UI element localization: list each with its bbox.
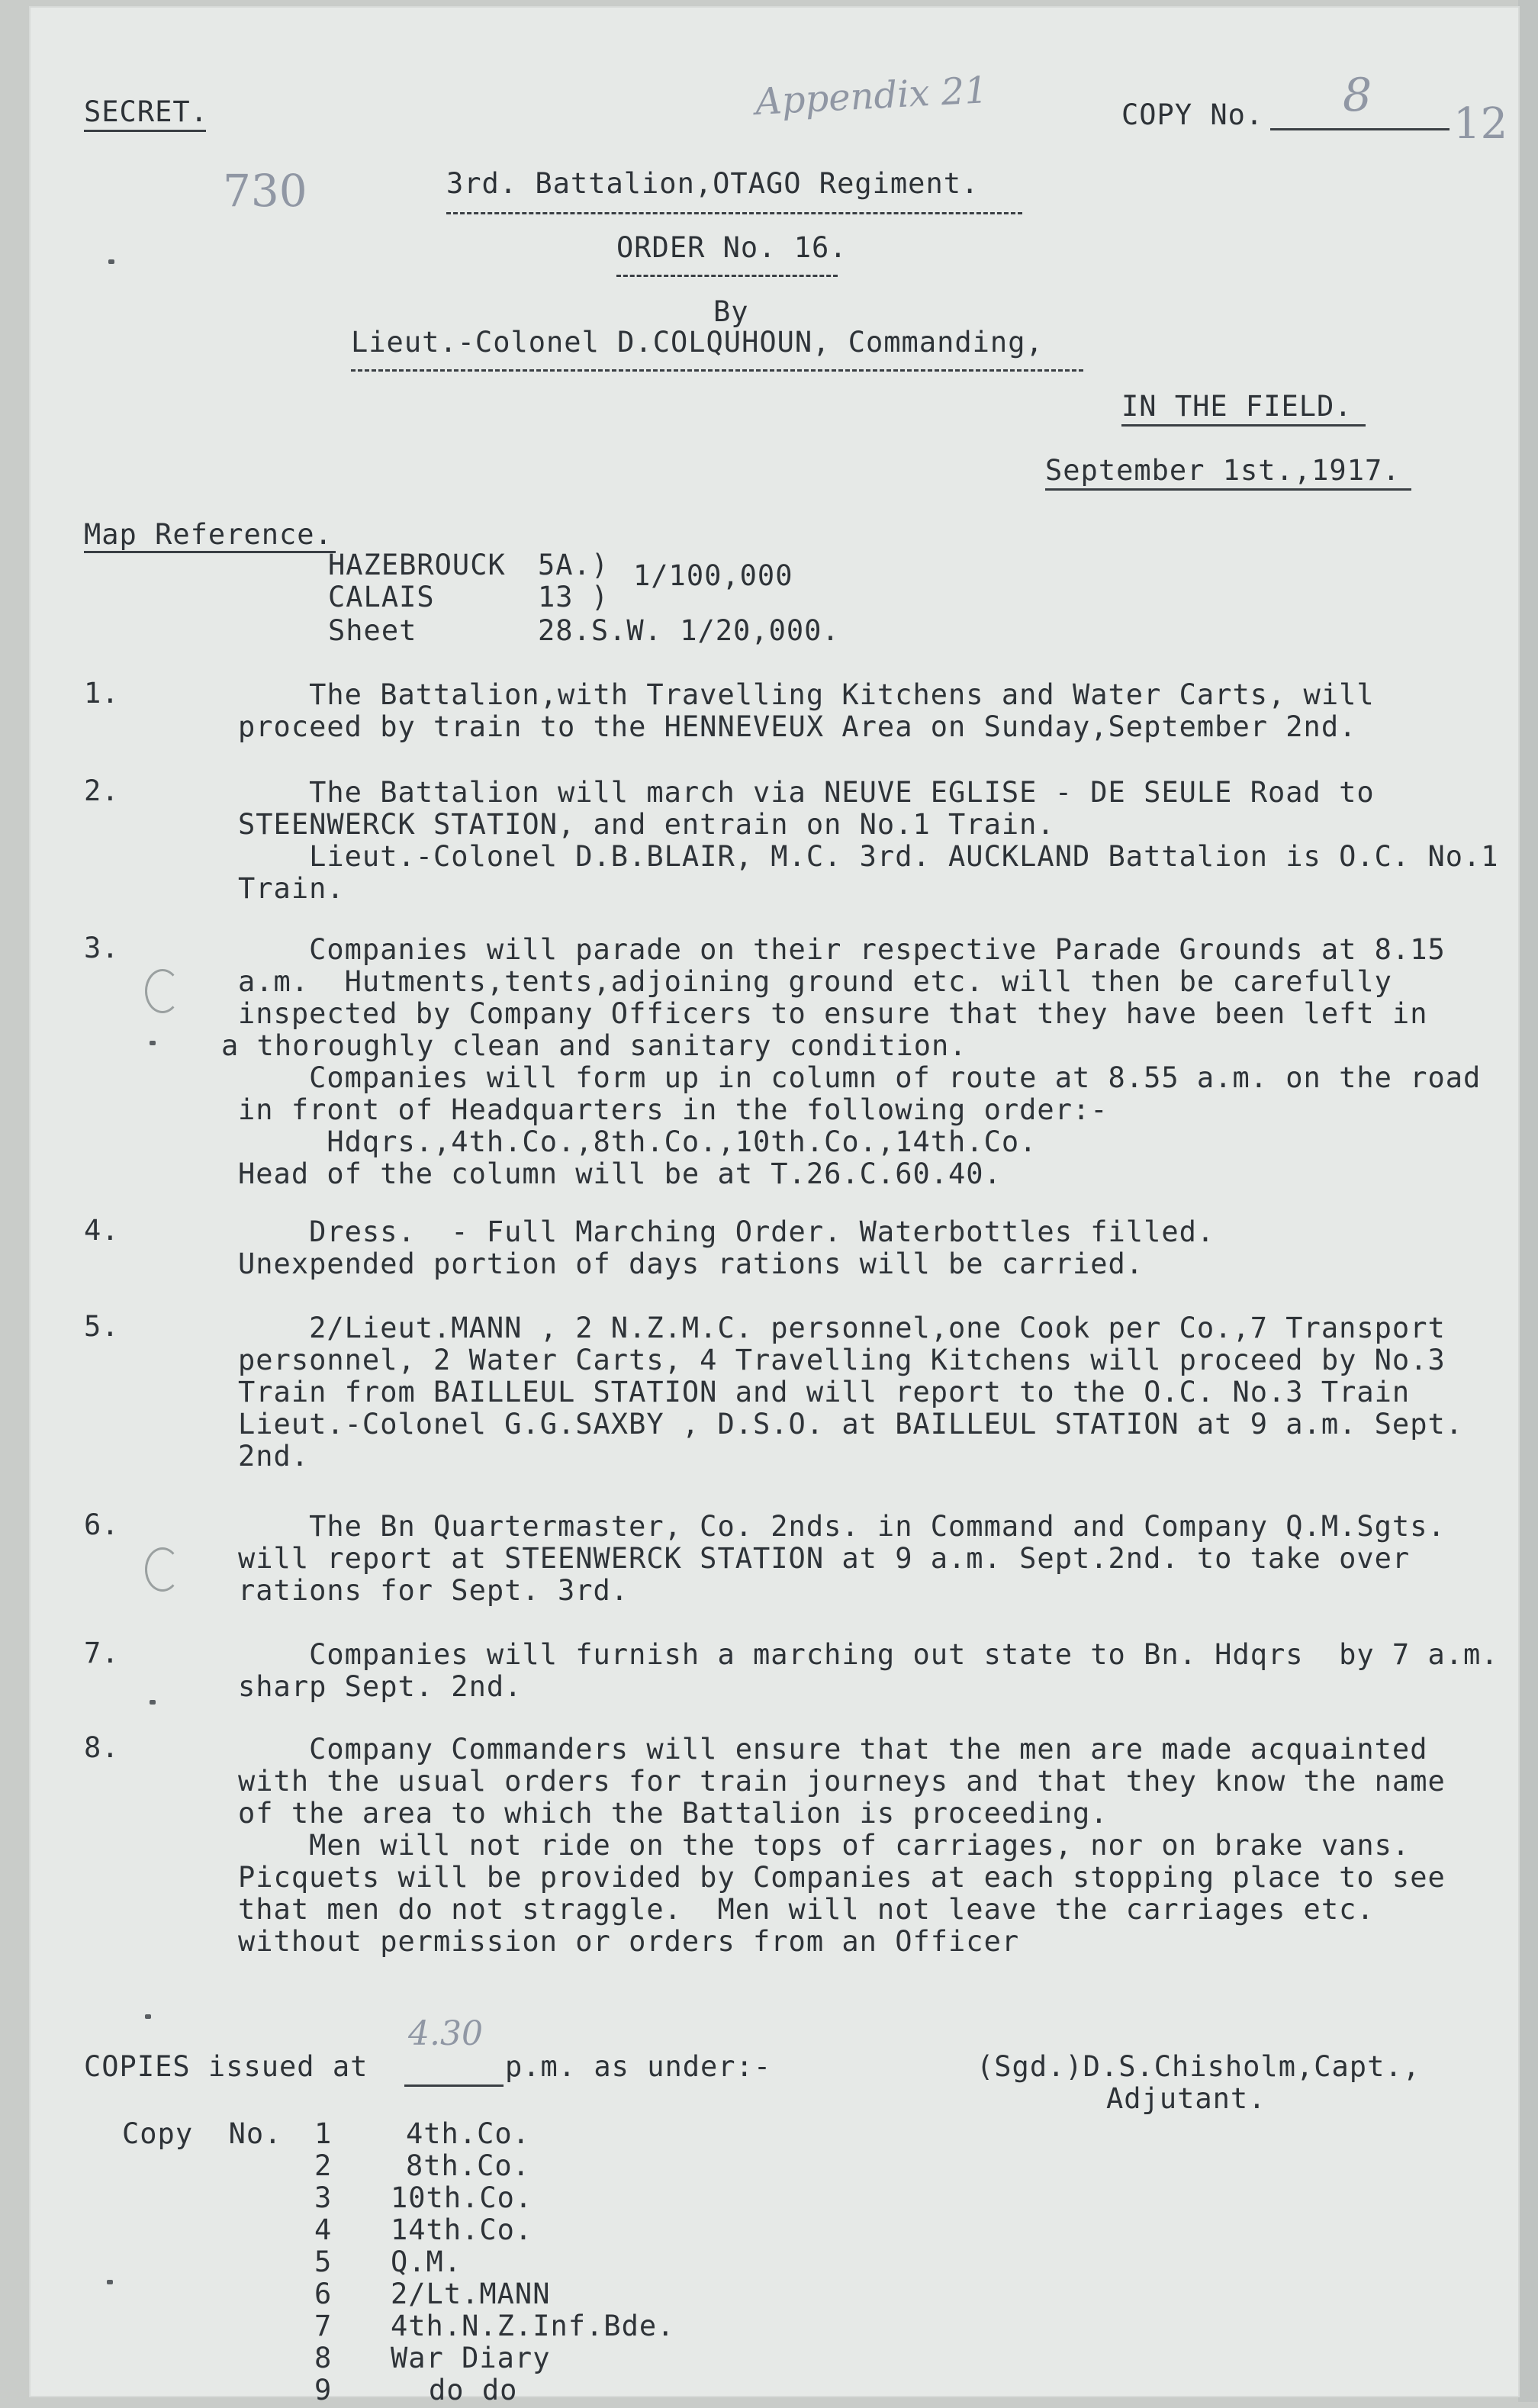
paragraph-line: Company Commanders will ensure that the men are made acquainted: [238, 1733, 1428, 1766]
unit-title-rule: [446, 212, 1022, 214]
list-item: 6 2/Lt.MANN: [314, 2278, 551, 2310]
paragraph-line: Companies will parade on their respective Parade Grounds at 8.15: [238, 933, 1446, 966]
map-line-name: CALAIS: [328, 581, 435, 613]
paragraph-line: sharp Sept. 2nd.: [238, 1670, 523, 1703]
paragraph-number: 3.: [84, 932, 120, 964]
appendix-handwritten-note: Appendix 21: [754, 69, 989, 124]
paragraph-number: 5.: [84, 1310, 120, 1343]
ink-speck: [107, 2280, 113, 2284]
date-underline: [1045, 488, 1411, 491]
file-number-handwritten: 730: [223, 165, 307, 217]
order-title: ORDER No. 16.: [616, 231, 848, 264]
ink-speck: [150, 1700, 156, 1705]
paragraph-line: a thoroughly clean and sanitary condition.: [221, 1029, 967, 1062]
paragraph-line: Train.: [238, 872, 345, 905]
paragraph-line: 2/Lieut.MANN , 2 N.Z.M.C. personnel,one Cook per Co.,7 Transport: [238, 1312, 1446, 1344]
paragraph-line: with the usual orders for train journeys and that they know the name: [238, 1765, 1446, 1798]
paragraph-line: without permission or orders from an Officer: [238, 1925, 1020, 1958]
paragraph-line: Hdqrs.,4th.Co.,8th.Co.,10th.Co.,14th.Co.: [238, 1125, 1038, 1158]
paragraph-line: Lieut.-Colonel G.G.SAXBY , D.S.O. at BAILLEUL STATION at 9 a.m. Sept.: [238, 1408, 1464, 1441]
paragraph-5-body: [238, 1314, 1535, 1474]
paragraph-7-body: [238, 1640, 1535, 1705]
ink-speck: [108, 259, 114, 264]
list-item: 1 4th.Co.: [314, 2117, 530, 2150]
order-title-rule: [616, 275, 838, 277]
paragraph-line: The Battalion,with Travelling Kitchens and Water Carts, will: [238, 678, 1375, 711]
by-label: By: [713, 295, 749, 328]
paragraph-number: 8.: [84, 1731, 120, 1764]
paragraph-number: 4.: [84, 1214, 120, 1247]
list-item: 8 War Diary: [314, 2342, 551, 2374]
paragraph-line: Lieut.-Colonel D.B.BLAIR, M.C. 3rd. AUCKLAND Battalion is O.C. No.1: [238, 840, 1499, 873]
map-reference-underline: [84, 551, 336, 553]
paragraph-line: The Bn Quartermaster, Co. 2nds. in Command and Company Q.M.Sgts.: [238, 1510, 1446, 1543]
paragraph-line: Companies will furnish a marching out state to Bn. Hdqrs by 7 a.m.: [238, 1638, 1499, 1671]
paragraph-number: 7.: [84, 1637, 120, 1669]
punch-hole-mark: [145, 1547, 180, 1592]
location-label: IN THE FIELD.: [1121, 390, 1353, 423]
classification-label: SECRET.: [84, 95, 208, 128]
paragraph-line: Dress. - Full Marching Order. Waterbottles filled.: [238, 1215, 1215, 1248]
paragraph-line: Men will not ride on the tops of carriages, nor on brake vans.: [238, 1829, 1411, 1862]
paragraph-number: 2.: [84, 774, 120, 807]
ink-speck: [150, 1041, 156, 1045]
paragraph-line: Train from BAILLEUL STATION and will report to the O.C. No.3 Train: [238, 1376, 1411, 1408]
paragraph-line: personnel, 2 Water Carts, 4 Travelling Kitchens will proceed by No.3: [238, 1344, 1446, 1376]
paragraph-number: 6.: [84, 1508, 120, 1541]
map-reference-label: Map Reference.: [84, 518, 333, 551]
paragraph-line: Unexpended portion of days rations will be carried.: [238, 1247, 1144, 1280]
signature-title: Adjutant.: [1106, 2082, 1266, 2115]
map-line-sheet: 5A.): [538, 549, 610, 581]
paragraph-line: rations for Sept. 3rd.: [238, 1574, 629, 1607]
paragraph-line: a.m. Hutments,tents,adjoining ground etc. will then be carefully: [238, 965, 1392, 998]
paragraph-2-body: [238, 778, 1535, 906]
paragraph-8-body: [238, 1735, 1535, 1959]
paragraph-line: in front of Headquarters in the following order:-: [238, 1093, 1108, 1126]
commander-rule: [351, 369, 1083, 372]
paragraph-number: 1.: [84, 677, 120, 710]
list-item: 5 Q.M.: [314, 2245, 462, 2278]
map-line-scale: 1/100,000: [633, 559, 793, 592]
location-underline: [1121, 424, 1366, 427]
page-number-handwritten: 12: [1453, 99, 1508, 149]
paper-edge: [1518, 0, 1538, 2402]
map-line-sheet: 28.S.W. 1/20,000.: [538, 614, 840, 647]
paragraph-line: STEENWERCK STATION, and entrain on No.1 Train.: [238, 808, 1055, 841]
copy-number-underline: [1270, 128, 1450, 130]
list-item: 9 do do: [314, 2374, 518, 2406]
paragraph-6-body: [238, 1512, 1535, 1608]
paragraph-line: proceed by train to the HENNEVEUX Area on Sunday,September 2nd.: [238, 710, 1357, 743]
map-line-name: HAZEBROUCK: [328, 549, 506, 581]
copy-list-label: Copy No.: [122, 2117, 282, 2150]
copies-issued-suffix: p.m. as under:-: [505, 2050, 772, 2083]
copy-number-handwritten: 8: [1343, 69, 1372, 122]
list-item: 2 8th.Co.: [314, 2149, 530, 2182]
signature-line: (Sgd.)D.S.Chisholm,Capt.,: [977, 2050, 1421, 2083]
paragraph-line: Companies will form up in column of route at 8.55 a.m. on the road: [238, 1061, 1482, 1094]
unit-title: 3rd. Battalion,OTAGO Regiment.: [446, 167, 980, 200]
paragraph-line: will report at STEENWERCK STATION at 9 a.m. Sept.2nd. to take over: [238, 1542, 1411, 1575]
paragraph-line: The Battalion will march via NEUVE EGLISE - DE SEULE Road to: [238, 776, 1375, 809]
paragraph-line: inspected by Company Officers to ensure that they have been left in: [238, 997, 1428, 1030]
list-item: 4 14th.Co.: [314, 2213, 533, 2246]
paragraph-1-body: [238, 678, 1535, 745]
map-line-name: Sheet: [328, 614, 417, 647]
copies-issued-label: COPIES issued at: [84, 2050, 368, 2083]
classification-underline: [84, 130, 206, 132]
copies-time-handwritten: 4.30: [408, 2014, 483, 2053]
list-item: 7 4th.N.Z.Inf.Bde.: [314, 2310, 675, 2342]
paragraph-3-body: [221, 933, 1535, 1192]
ink-speck: [145, 2014, 151, 2019]
list-item: 3 10th.Co.: [314, 2181, 533, 2214]
copy-number-label: COPY No.: [1121, 98, 1264, 131]
copy-distribution-list: [314, 2117, 1001, 2408]
paragraph-line: Head of the column will be at T.26.C.60.40.: [238, 1157, 1002, 1190]
map-line-sheet: 13 ): [538, 581, 610, 613]
punch-hole-mark: [145, 969, 180, 1013]
paragraph-4-body: [238, 1215, 1535, 1282]
paragraph-line: that men do not straggle. Men will not leave the carriages etc.: [238, 1893, 1375, 1926]
commander-line: Lieut.-Colonel D.COLQUHOUN, Commanding,: [351, 326, 1044, 359]
copies-time-underline: [404, 2084, 504, 2087]
document-page: [31, 8, 1518, 2406]
paragraph-line: Picquets will be provided by Companies at each stopping place to see: [238, 1861, 1446, 1894]
paragraph-line: of the area to which the Battalion is proceeding.: [238, 1797, 1108, 1830]
date-label: September 1st.,1917.: [1045, 454, 1401, 487]
paragraph-line: 2nd.: [238, 1440, 310, 1473]
